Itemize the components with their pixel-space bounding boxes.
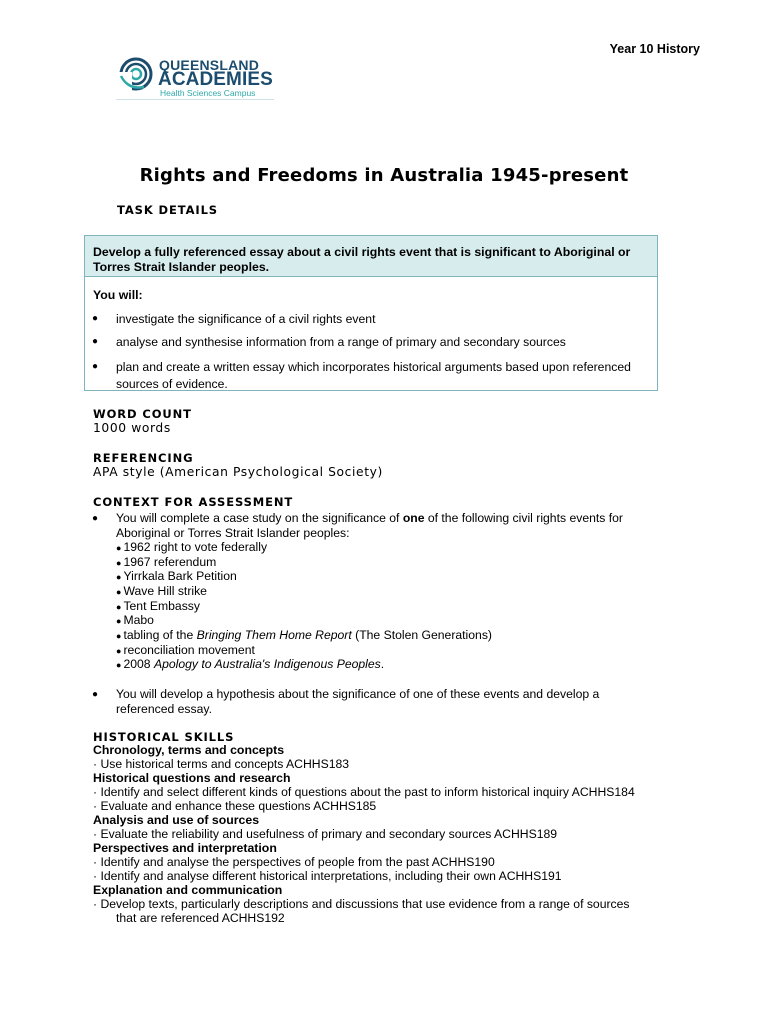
- event-label: reconciliation movement: [123, 643, 255, 657]
- skill-group-title: Analysis and use of sources: [93, 813, 260, 827]
- skill-item: · Identify and analyse the perspectives of people from the past ACHHS190: [93, 855, 495, 869]
- logo-swirl-icon: [118, 56, 154, 92]
- bullet-icon: ●: [116, 660, 122, 670]
- bullet-icon: ●: [116, 631, 122, 641]
- event-label: Tent Embassy: [123, 599, 200, 613]
- skills-heading: HISTORICAL SKILLS: [93, 730, 235, 744]
- event-label: 1962 right to vote federally: [123, 540, 268, 554]
- event-item: [116, 613, 154, 627]
- bullet-icon: ●: [92, 313, 99, 324]
- task-item: plan and create a written essay which incorporates historical arguments based upon referenced sources of evidence.: [116, 360, 631, 391]
- skill-item: · Identify and select different kinds of questions about the past to inform historical inquiry ACHHS184: [93, 785, 635, 799]
- event-label: 2008: [123, 657, 154, 671]
- event-item: [116, 643, 255, 657]
- course-label: Year 10 History: [609, 42, 700, 56]
- bullet-icon: ●: [116, 646, 122, 656]
- task-item: investigate the significance of a civil rights event: [116, 312, 376, 326]
- skill-group-title: Explanation and communication: [93, 883, 283, 897]
- bullet-icon: ●: [116, 572, 122, 582]
- event-item: [116, 555, 216, 569]
- task-box-heading: Develop a fully referenced essay about a civil rights event that is significant to Aboriginal or Torres Strait Islander peoples.: [85, 236, 657, 277]
- referencing-value: APA style (American Psychological Society): [93, 465, 383, 479]
- task-details-heading: TASK DETAILS: [117, 203, 218, 217]
- context-intro-emphasis: one: [402, 511, 425, 525]
- event-label: 1967 referendum: [123, 555, 217, 569]
- skill-group-title: Historical questions and research: [93, 771, 291, 785]
- referencing-heading: REFERENCING: [93, 451, 194, 465]
- skill-item: · Identify and analyse different historical interpretations, including their own ACHHS191: [93, 869, 562, 883]
- logo-line-2: ACADEMIES: [158, 69, 273, 90]
- skill-group-title: Chronology, terms and concepts: [93, 743, 285, 757]
- event-label: .: [380, 657, 385, 671]
- skill-item: · Develop texts, particularly descriptions and discussions that use evidence from a range of sources: [93, 897, 630, 911]
- page-title: Rights and Freedoms in Australia 1945-present: [139, 165, 629, 186]
- event-label-italic: Bringing Them Home Report: [196, 628, 352, 642]
- context-intro: [116, 511, 666, 540]
- bullet-icon: ●: [92, 513, 99, 524]
- bullet-icon: ●: [116, 616, 122, 626]
- event-item: [116, 540, 267, 554]
- bullet-icon: ●: [92, 689, 99, 700]
- bullet-icon: ●: [116, 558, 122, 568]
- context-intro-text: of the following civil rights events for Aboriginal or Torres Strait Islander peoples:: [116, 511, 623, 540]
- context-intro-text: You will complete a case study on the significance of: [116, 511, 403, 525]
- context-heading: CONTEXT FOR ASSESSMENT: [93, 495, 294, 509]
- event-item: [116, 584, 207, 598]
- event-item: [116, 657, 384, 671]
- bullet-icon: ●: [92, 361, 99, 372]
- skill-group-title: Perspectives and interpretation: [93, 841, 277, 855]
- event-label: tabling of the: [123, 628, 197, 642]
- event-label: Wave Hill strike: [123, 584, 207, 598]
- bullet-icon: ●: [92, 336, 99, 347]
- bullet-icon: ●: [116, 587, 122, 597]
- logo-line-1: QUEENSLAND: [159, 57, 260, 73]
- you-will-label: You will:: [93, 288, 143, 302]
- skill-item: · Evaluate the reliability and usefulness of primary and secondary sources ACHHS189: [93, 827, 558, 841]
- event-label: Yirrkala Bark Petition: [123, 569, 237, 583]
- event-item: [116, 628, 492, 642]
- task-item: analyse and synthesise information from a range of primary and secondary sources: [116, 335, 566, 349]
- queensland-academies-logo: [116, 54, 276, 100]
- event-label: Mabo: [123, 613, 154, 627]
- task-box: [84, 235, 658, 391]
- event-label: (The Stolen Generations): [351, 628, 492, 642]
- event-item: [116, 569, 237, 583]
- logo-underline: [116, 99, 274, 100]
- event-label-italic: Apology to Australia's Indigenous Peoples: [153, 657, 381, 671]
- skill-item: · Evaluate and enhance these questions ACHHS185: [93, 799, 377, 813]
- word-count-heading: WORD COUNT: [93, 407, 192, 421]
- bullet-icon: ●: [116, 543, 122, 553]
- logo-line-3: Health Sciences Campus: [160, 88, 256, 98]
- bullet-icon: ●: [116, 602, 122, 612]
- skill-item: · Use historical terms and concepts ACHHS183: [93, 757, 350, 771]
- event-item: [116, 599, 200, 613]
- word-count-value: 1000 words: [93, 421, 171, 435]
- skill-item-continuation: that are referenced ACHHS192: [116, 911, 285, 925]
- context-hypothesis: You will develop a hypothesis about the significance of one of these events and develop a referenced essay.: [116, 687, 600, 716]
